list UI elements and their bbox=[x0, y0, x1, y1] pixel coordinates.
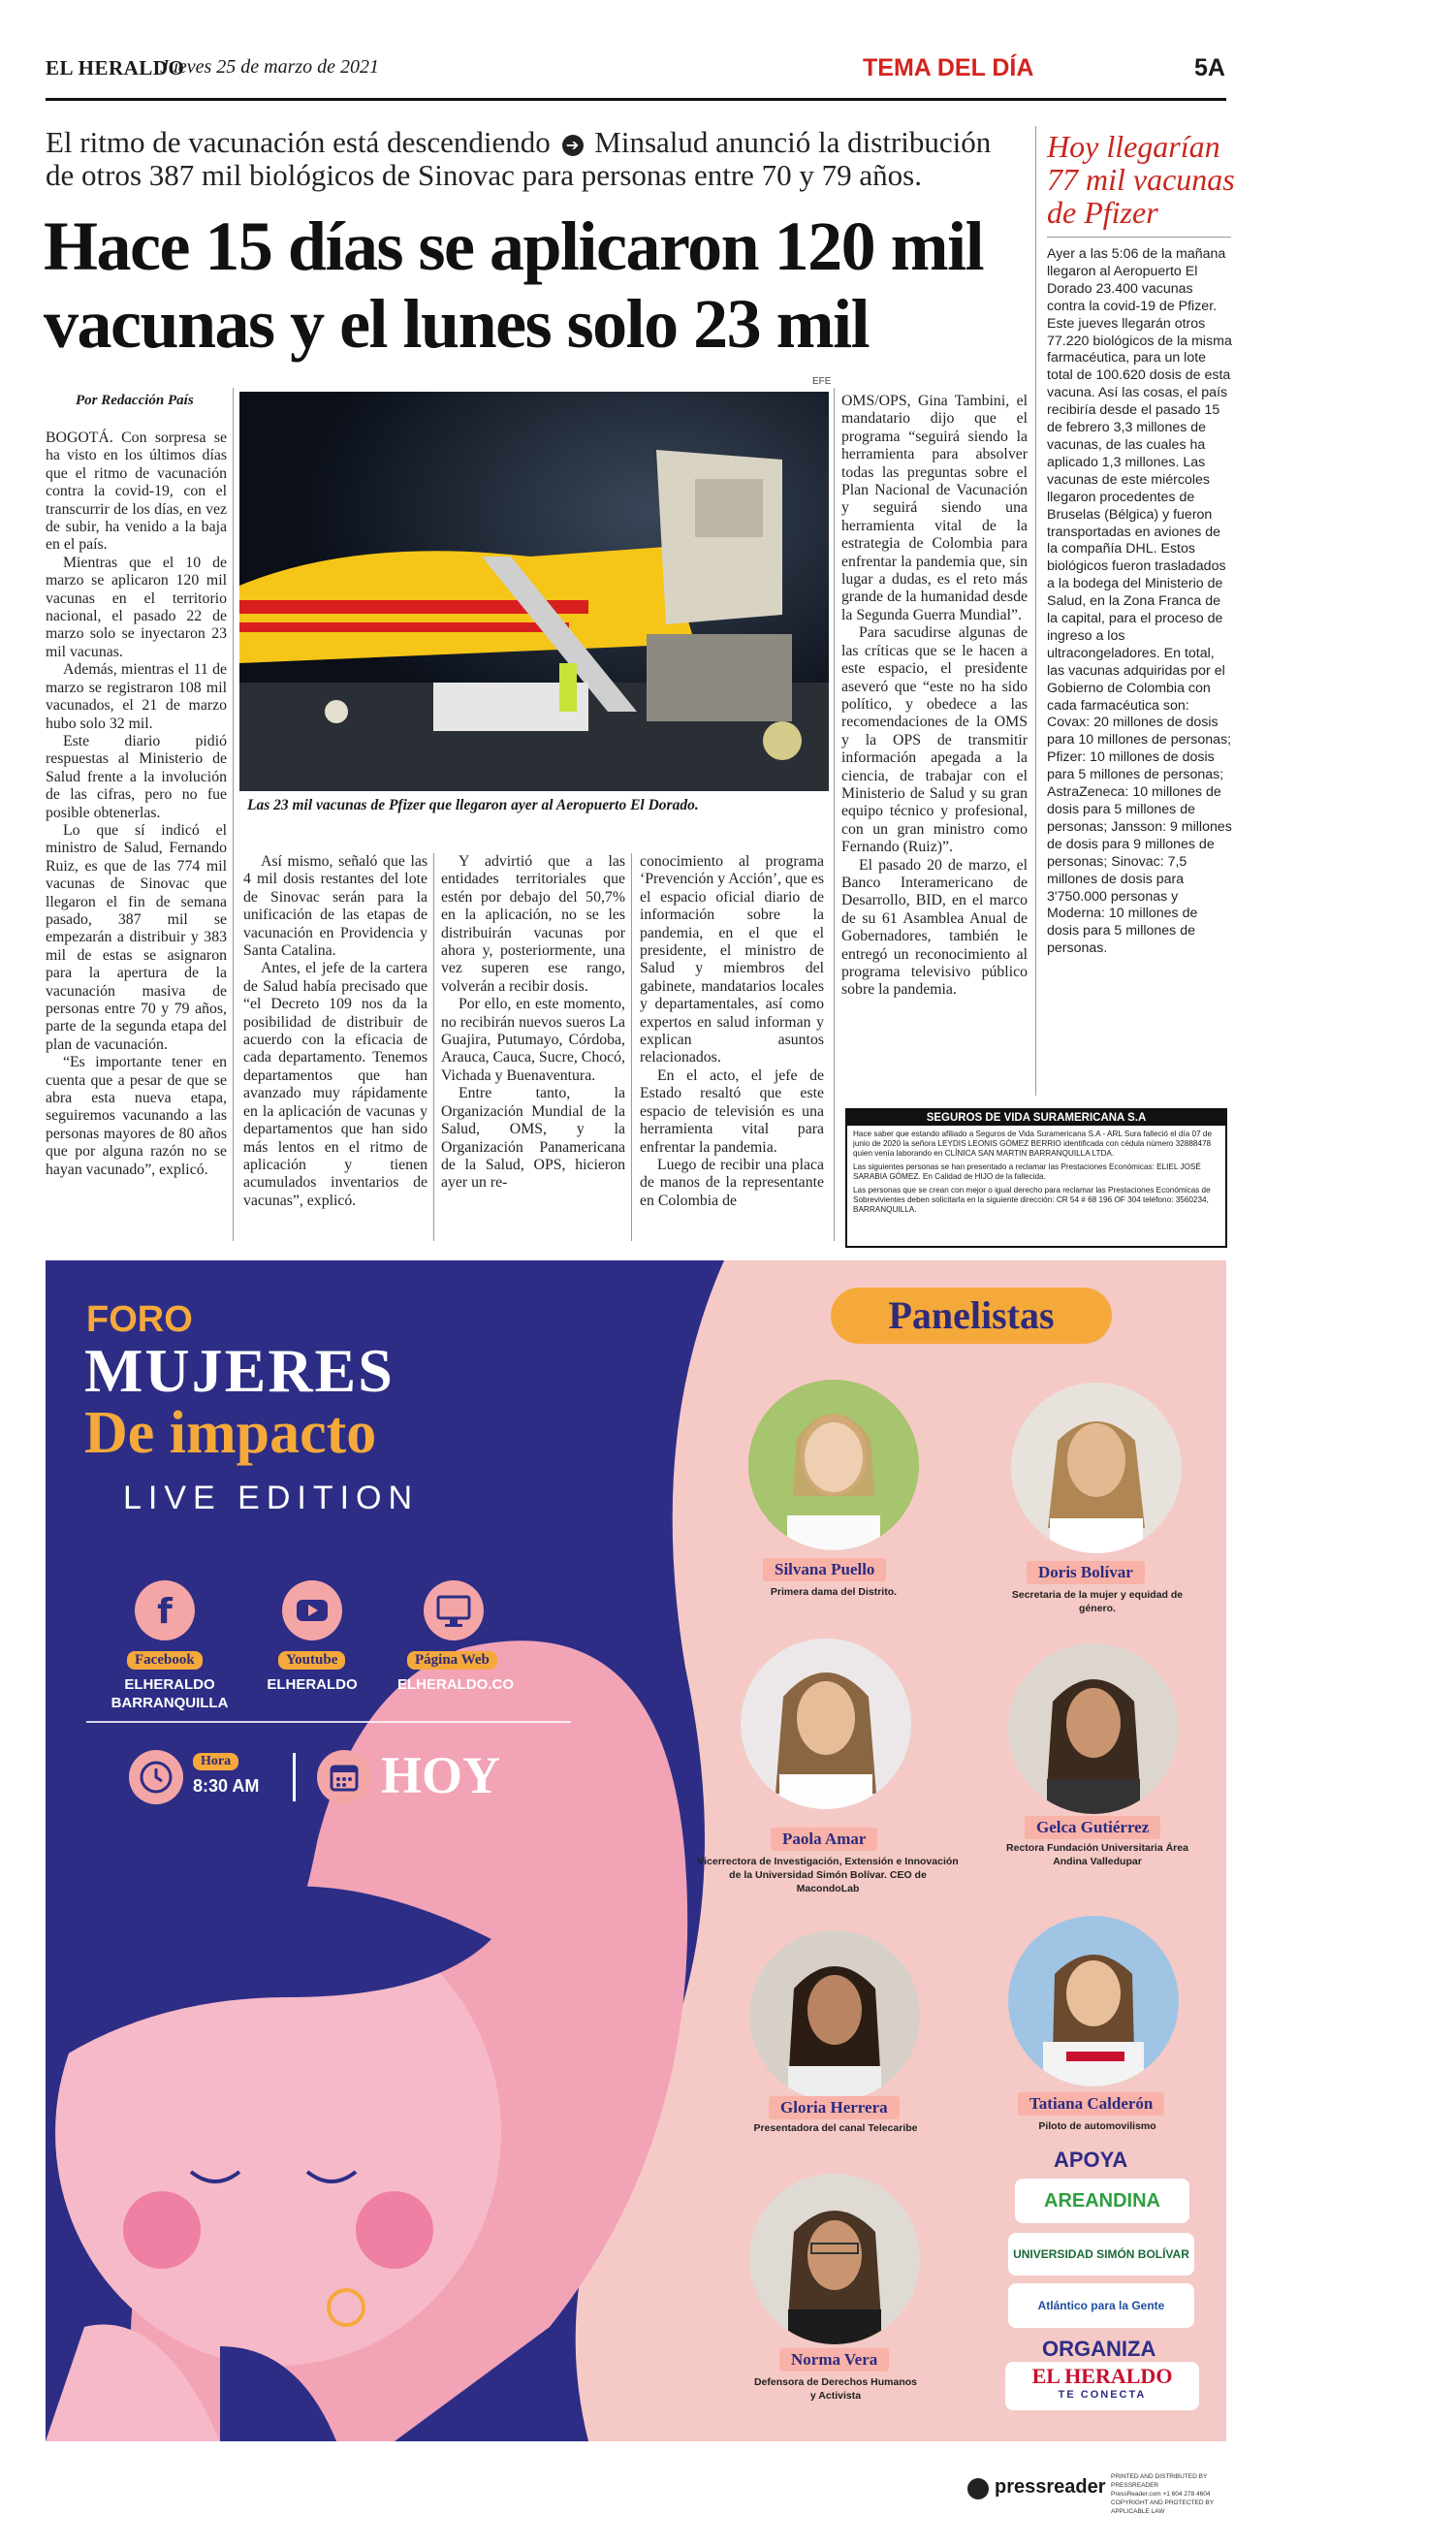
apoya-label: APOYA bbox=[1054, 2148, 1128, 2172]
panelist-role: Rectora Fundación Universitaria Área Andina Valledupar bbox=[1006, 1842, 1188, 1867]
panelist-name: Gloria Herrera bbox=[769, 2096, 900, 2119]
paragraph: Mientras que el 10 de marzo se aplicaron 120 mil vacunas en el territorio nacional, el pasado 22 de marzo solo se inyectaron 23 mil vacunas. bbox=[46, 554, 227, 660]
panelist-name: Norma Vera bbox=[779, 2348, 889, 2372]
panelist-role: Piloto de automovilismo bbox=[1038, 2120, 1156, 2132]
column-divider bbox=[631, 853, 632, 1241]
column-divider bbox=[233, 388, 234, 1241]
portrait-image bbox=[1008, 1916, 1179, 2086]
notice-paragraph: Las siguientes personas se han presentado a reclamar las Prestaciones Económicas: ELIEL JOSÉ SARABIA GÓMEZ. En Calidad de HIJO de la fallecida. bbox=[853, 1162, 1201, 1181]
facebook-label: Facebook bbox=[127, 1651, 203, 1670]
header-rule bbox=[46, 98, 1226, 101]
photo-caption: Las 23 mil vacunas de Pfizer que llegaron ayer al Aeropuerto El Dorado. bbox=[247, 797, 699, 813]
column-4 bbox=[640, 853, 824, 1210]
facebook-icon bbox=[135, 1580, 195, 1640]
portrait-image bbox=[749, 2174, 920, 2344]
organizer-tagline: TE CONECTA bbox=[1058, 2389, 1147, 2401]
column-divider bbox=[433, 853, 434, 1241]
youtube-handle[interactable]: ELHERALDO bbox=[267, 1676, 358, 1693]
paragraph: Y advirtió que a las entidades territoriales que estén por debajo del 50,7% en la aplicación, no se les distribuirán vacunas por ahora y, posteriormente, una vez superen ese rango, volverán a recibir dosis. bbox=[441, 853, 625, 995]
panelist-role: Secretaria de la mujer y equidad de género. bbox=[1011, 1589, 1184, 1614]
legal-notice bbox=[845, 1108, 1227, 1248]
avatar bbox=[749, 2174, 920, 2344]
youtube-label: Youtube bbox=[278, 1651, 345, 1670]
article-headline: Hace 15 días se aplicaron 120 mil vacunas y el lunes solo 23 mil bbox=[44, 207, 984, 363]
paragraph: Antes, el jefe de la cartera de Salud había precisado que “el Decreto 109 nos da la posibilidad de distribuir de acuerdo con la eficacia de cada departamento. Tenemos departamentos que han avanzado muy rápidamente en la aplicación de vacunas y departamentos que han sido más lentos en el ritmo de aplicación y tienen acumulados inventarios de vacunas”, explicó. bbox=[243, 960, 427, 1209]
paragraph: El pasado 20 de marzo, el Banco Interamericano de Desarrollo, BID, en el marco de su 61 Asamblea Anual de Gobernadores, también le entregó un reconocimiento al programa televisivo público sobre la pandemia. bbox=[841, 856, 1028, 999]
page-number: 5A bbox=[1194, 54, 1225, 81]
organiza-label: ORGANIZA bbox=[1042, 2337, 1156, 2361]
hoy-label: HOY bbox=[381, 1746, 501, 1804]
portrait-image bbox=[741, 1639, 911, 1809]
paragraph: Entre tanto, la Organización Mundial de la Salud, OMS, y la Organización Panamericana de la Salud, OPS, hicieron ayer un re- bbox=[441, 1085, 625, 1192]
panelist-role: Primera dama del Distrito. bbox=[770, 1586, 898, 1598]
pressreader-icon bbox=[967, 2478, 989, 2499]
paragraph: “Es importante tener en cuenta que a pesar de que se abra esta nueva etapa, seguiremos vacunando a las personas mayores de 80 años que por alguna razón no se hayan vacunado”, explicó. bbox=[46, 1054, 227, 1178]
paragraph: Así mismo, señaló que las 4 mil dosis restantes del lote de Sinovac serán para la unificación de las etapas de vacunación en Providencia y Santa Catalina. bbox=[243, 853, 427, 960]
svg-text:f: f bbox=[157, 1592, 173, 1632]
column-2 bbox=[243, 853, 427, 1210]
pressreader-footer[interactable] bbox=[967, 2470, 1227, 2515]
clock-badge bbox=[129, 1750, 183, 1804]
calendar-icon bbox=[317, 1750, 371, 1804]
footer-line: COPYRIGHT AND PROTECTED BY APPLICABLE LAW bbox=[1111, 2499, 1214, 2515]
calendar-badge bbox=[317, 1750, 371, 1804]
web-button[interactable] bbox=[424, 1580, 484, 1640]
article-deck bbox=[46, 126, 1015, 192]
panelist-role: Defensora de Derechos Humanos y Activista bbox=[753, 2376, 918, 2402]
column-1 bbox=[46, 430, 227, 1179]
paragraph: BOGOTÁ. Con sorpresa se ha visto en los últimos días que el ritmo de vacunación contra la covid-19, con el transcurrir de los días, en vez de subir, ha venido a la baja en el país. bbox=[46, 430, 227, 554]
panelist-name: Silvana Puello bbox=[763, 1558, 886, 1581]
ad-title-1: MUJERES bbox=[84, 1336, 395, 1405]
facebook-button[interactable] bbox=[135, 1580, 195, 1640]
footer-line: PRINTED AND DISTRIBUTED BY PRESSREADER bbox=[1111, 2473, 1208, 2489]
section-title: TEMA DEL DÍA bbox=[863, 54, 1034, 81]
organizer-name: EL HERALDO bbox=[1031, 2364, 1173, 2388]
youtube-icon bbox=[282, 1580, 342, 1640]
hora-label: Hora bbox=[193, 1753, 238, 1770]
panelist-role: Presentadora del canal Telecaribe bbox=[753, 2122, 918, 2134]
hora-value: 8:30 AM bbox=[193, 1776, 260, 1796]
panelist-name: Gelca Gutiérrez bbox=[1025, 1816, 1160, 1839]
pressreader-brand: pressreader bbox=[995, 2476, 1106, 2498]
panelist-name: Doris Bolívar bbox=[1027, 1561, 1145, 1584]
paragraph: Este diario pidió respuestas al Ministerio de Salud frente a la involución de las cifras, pero no fue posible obtenerlas. bbox=[46, 732, 227, 821]
pressreader-info bbox=[1111, 2472, 1227, 2516]
youtube-button[interactable] bbox=[282, 1580, 342, 1640]
arrow-icon: ➔ bbox=[562, 135, 584, 156]
ad-live-edition: LIVE EDITION bbox=[123, 1480, 420, 1516]
deck-part-1: El ritmo de vacunación está descendiendo bbox=[46, 125, 551, 159]
sidebar-body: Ayer a las 5:06 de la mañana llegaron al Aeropuerto El Dorado 23.400 vacunas contra la covid-19 de Pfizer. Este jueves llegarán otros 77.220 biológicos de la misma farmacéutica, para un lote total de 100.620 dosis de esta vacuna. Así las cosas, el país recibiría desde el pasado 15 de febrero 3,3 millones de vacunas, de las cuales ha aplicado 1,3 millones. Las vacunas de este miércoles llegaron procedentes de Bruselas (Bélgica) y fueron transportadas en aviones de la compañía DHL. Estos biológicos fueron trasladados a la bodega del Ministerio de Salud, en la Zona Franca de la capital, para el proceso de ingreso a los ultracongeladores. En total, las vacunas adquiridas por el Gobierno de Colombia con cada farmacéutica son: Covax: 20 millones de dosis para 10 millones de personas; Pfizer: 10 millones de dosis para 5 millones de personas; AstraZeneca: 10 millones de dosis para 5 millones de personas; Jansson: 9 millones de dosis para 9 millones de personas; Sinovac: 7,5 millones de dosis para 3'750.000 personas y Moderna: 10 millones de dosis para 5 millones de personas. bbox=[1047, 246, 1232, 957]
paragraph: Por ello, en este momento, no recibirán nuevos sueros La Guajira, Putumayo, Córdoba, Arauca, Cauca, Sucre, Chocó, Vichada y Buenaventura. bbox=[441, 996, 625, 1084]
cargo-plane-image bbox=[239, 392, 829, 791]
ad-title-2: De impacto bbox=[84, 1400, 377, 1466]
sponsor-usb[interactable]: UNIVERSIDAD SIMÓN BOLÍVAR bbox=[1008, 2233, 1194, 2276]
sidebar-title: Hoy llegarían 77 mil vacunas de Pfizer bbox=[1047, 129, 1235, 230]
avatar bbox=[1008, 1643, 1179, 1814]
portrait-image bbox=[1008, 1643, 1179, 1814]
article-photo bbox=[239, 392, 829, 791]
sponsor-atlantico[interactable]: Atlántico para la Gente bbox=[1008, 2283, 1194, 2328]
avatar bbox=[749, 1930, 920, 2101]
portrait-image bbox=[748, 1380, 919, 1550]
portrait-image bbox=[1011, 1383, 1182, 1553]
panelist-name: Paola Amar bbox=[771, 1828, 877, 1851]
paragraph: Para sacudirse algunas de las críticas que se le hacen a este espacio, el presidente aseveró que “este no ha sido político, y obedece a las recomendaciones de la OMS y la OPS de transmitir información apegada a la ciencia, de trabajar con el Ministerio de Salud y su gran equipo técnico y profesional, con un gran ministro como Fernando (Ruiz)”. bbox=[841, 624, 1028, 856]
avatar bbox=[1008, 1916, 1179, 2086]
column-3 bbox=[441, 853, 625, 1193]
panelist-name: Tatiana Calderón bbox=[1018, 2092, 1164, 2116]
issue-date: Jueves 25 de marzo de 2021 bbox=[160, 56, 380, 78]
column-divider bbox=[834, 388, 835, 1241]
panelistas-title: Panelistas bbox=[831, 1288, 1112, 1344]
ad-divider bbox=[86, 1721, 571, 1723]
paragraph: Además, mientras el 11 de marzo se registraron 108 mil vacunados, el 21 de marzo hubo solo 32 mil. bbox=[46, 661, 227, 732]
clock-icon bbox=[129, 1750, 183, 1804]
byline: Por Redacción País bbox=[76, 393, 194, 408]
sponsor-areandina[interactable]: AREANDINA bbox=[1015, 2179, 1189, 2223]
organizer-logo[interactable] bbox=[1005, 2362, 1199, 2410]
newspaper-name: EL HERALDO bbox=[46, 56, 185, 80]
panelist-role: Vicerrectora de Investigación, Extensión e Innovación de la Universidad Simón Bolívar. CEO de MacondoLab bbox=[697, 1856, 959, 1894]
ad-foro: FORO bbox=[86, 1299, 193, 1340]
column-5 bbox=[841, 393, 1028, 1000]
photo-credit: EFE bbox=[812, 376, 832, 387]
notice-paragraph: Las personas que se crean con mejor o igual derecho para reclamar las Prestaciones Económicas de Sobrevivientes deben solicitarla en la siguiente dirección: CR 54 # 68 196 OF 304 teléfono: 3560234, BARRANQUILLA. bbox=[853, 1186, 1211, 1214]
notice-title: SEGUROS DE VIDA SURAMERICANA S.A bbox=[847, 1110, 1225, 1126]
avatar bbox=[748, 1380, 919, 1550]
paragraph: OMS/OPS, Gina Tambini, el mandatario dijo que el programa “seguirá siendo la herramienta para absolver todas las preguntas sobre el Plan Nacional de Vacunación y seguirá siendo una herramienta vital de la estrategia de Colombia para enfrentar la pandemia que, sin lugar a dudas, es el reto más grande de la humanidad desde la Segunda Guerra Mundial”. bbox=[841, 393, 1028, 623]
facebook-handle[interactable]: ELHERALDO BARRANQUILLA bbox=[111, 1676, 229, 1711]
web-label: Página Web bbox=[407, 1651, 497, 1670]
paragraph: Lo que sí indicó el ministro de Salud, Fernando Ruiz, es que de las 774 mil vacunas de Sinovac que llegaron el fin de semana pasado, 387 mil se empezarán a distribuir y 383 mil de estas se asignaron para la apertura de la vacunación masiva de personas entre 70 y 79 años, parte de la segunda etapa del plan de vacunación. bbox=[46, 821, 227, 1053]
paragraph: Luego de recibir una placa de manos de la representante en Colombia de bbox=[640, 1156, 824, 1209]
time-divider bbox=[293, 1753, 296, 1801]
paragraph: En el acto, el jefe de Estado resaltó que este espacio de televisión es una herramienta vital para enfrentar la pandemia. bbox=[640, 1067, 824, 1156]
avatar bbox=[741, 1639, 911, 1809]
footer-line: PressReader.com +1 604 278 4604 bbox=[1111, 2491, 1211, 2498]
foro-ad bbox=[46, 1260, 1226, 2441]
paragraph: conocimiento al programa ‘Prevención y Acción’, que es el espacio oficial diario de información sobre la pandemia, en el que el presidente, el ministro de Salud y miembros del gabinete, mandatarios locales y departamentales, así como expertos en salud informan y explican asuntos relacionados. bbox=[640, 853, 824, 1067]
deck-part-2: Minsalud anunció la distribución de otros 387 mil biológicos de Sinovac para personas entre 70 y 79 años. bbox=[46, 125, 992, 192]
web-handle[interactable]: ELHERALDO.CO bbox=[397, 1676, 514, 1693]
avatar bbox=[1011, 1383, 1182, 1553]
column-divider bbox=[1035, 126, 1036, 1096]
notice-paragraph: Hace saber que estando afiliado a Seguros de Vida Suramericana S.A - ARL Sura falleció el día 07 de junio de 2020 la señora LEYDIS LEONIS GÓMEZ BERRIO identificada con cédula número 32888478 quien venía laborando en CLÍNICA SAN MARTIN BARRANQUILLA LTDA. bbox=[853, 1130, 1213, 1158]
sidebar-rule bbox=[1047, 237, 1231, 238]
portrait-image bbox=[749, 1930, 920, 2101]
monitor-icon bbox=[424, 1580, 484, 1640]
